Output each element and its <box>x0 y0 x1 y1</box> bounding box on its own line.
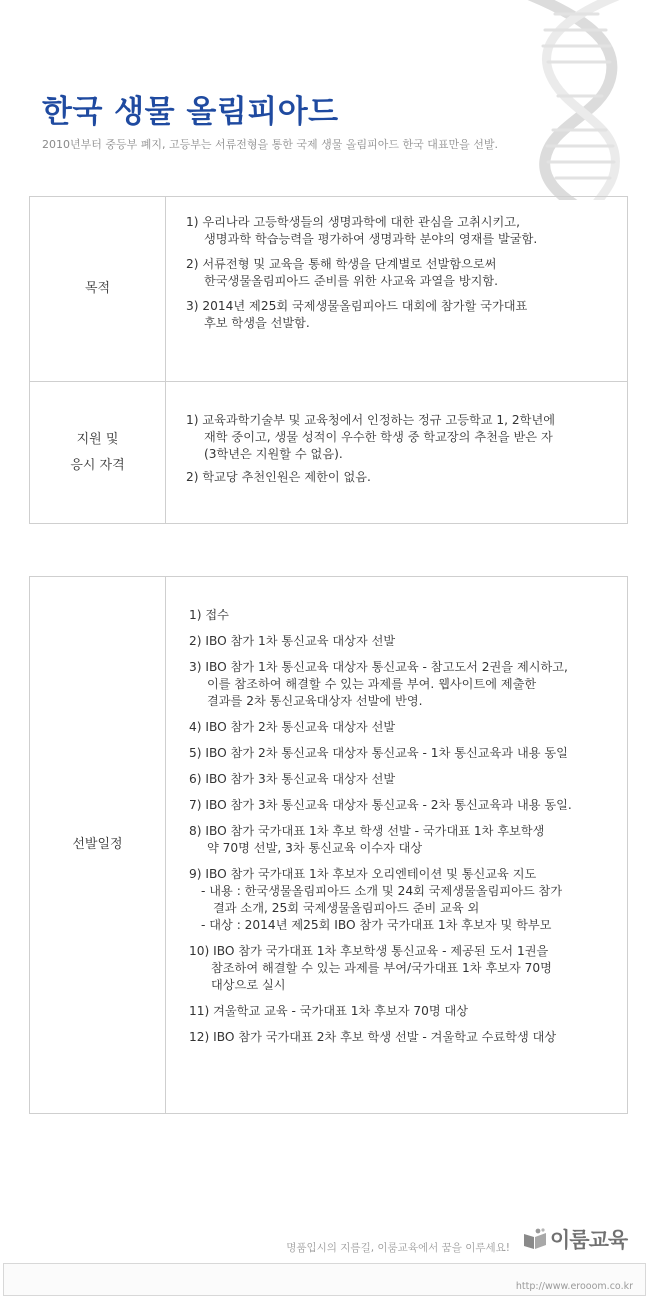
page-title: 한국 생물 올림피아드 <box>42 94 339 130</box>
qualification-label <box>30 382 166 523</box>
qualification-row <box>30 381 627 523</box>
purpose-content <box>166 197 627 381</box>
schedule-item-6: 6) IBO 참가 3차 통신교육 대상자 선발 <box>189 772 396 786</box>
purpose-label-text: 목적 <box>84 281 111 296</box>
schedule-item-12: 12) IBO 참가 국가대표 2차 후보 학생 선발 - 겨울학교 수료학생 대상 <box>189 1030 557 1044</box>
schedule-item-9-line-4: - 대상 : 2014년 제25회 IBO 참가 국가대표 1차 후보자 및 학부모 <box>201 918 552 932</box>
schedule-item <box>189 866 627 934</box>
qualification-item-1-line-2: 재학 중이고, 생물 성적이 우수한 학생 중 학교장의 추천을 받은 자 <box>204 430 553 444</box>
schedule-table <box>29 576 628 1114</box>
schedule-item <box>189 823 627 857</box>
schedule-label <box>30 577 166 1113</box>
qualification-item-1-line-3: (3학년은 지원할 수 없음). <box>204 447 343 461</box>
purpose-item-1-line-2: 생명과학 학습능력을 평가하여 생명과학 분야의 영재를 발굴함. <box>204 232 538 246</box>
purpose-label <box>30 197 166 381</box>
qualification-item <box>186 412 627 463</box>
schedule-item <box>189 771 627 788</box>
schedule-item <box>189 719 627 736</box>
schedule-content <box>166 577 627 1113</box>
schedule-item <box>189 943 627 994</box>
schedule-item <box>189 659 627 710</box>
schedule-item-8-line-1: 8) IBO 참가 국가대표 1차 후보 학생 선발 - 국가대표 1차 후보학생 <box>189 824 545 838</box>
schedule-item-5: 5) IBO 참가 2차 통신교육 대상자 통신교육 - 1차 통신교육과 내용 동일 <box>189 746 568 760</box>
qualification-label-line-1: 지원 및 <box>76 431 119 447</box>
purpose-item-2-line-1: 2) 서류전형 및 교육을 통해 학생을 단계별로 선발함으로써 <box>186 257 497 271</box>
schedule-item-9-line-2: - 내용 : 한국생물올림피아드 소개 및 24회 국제생물올림피아드 참가 <box>201 884 563 898</box>
page-subtitle: 2010년부터 중등부 폐지, 고등부는 서류전형을 통한 국제 생물 올림피아드 한국 대표만을 선발. <box>42 138 498 151</box>
schedule-item-11: 11) 겨울학교 교육 - 국가대표 1차 후보자 70명 대상 <box>189 1004 469 1018</box>
schedule-item-3-line-3: 결과를 2차 통신교육대상자 선발에 반영. <box>207 694 423 708</box>
qualification-label-line-2: 응시 자격 <box>70 457 125 473</box>
purpose-item <box>186 256 627 290</box>
footer-bar <box>3 1263 646 1296</box>
schedule-item-1: 1) 접수 <box>189 608 229 622</box>
qualification-content <box>166 382 627 523</box>
schedule-item <box>189 1029 627 1046</box>
schedule-item-10-line-3: 대상으로 실시 <box>211 978 286 992</box>
book-logo-icon <box>522 1228 548 1250</box>
purpose-item-3-line-1: 3) 2014년 제25회 국제생물올림피아드 대회에 참가할 국가대표 <box>186 299 528 313</box>
schedule-item <box>189 1003 627 1020</box>
purpose-item-2-line-2: 한국생물올림피아드 준비를 위한 사교육 과열을 방지함. <box>204 274 499 288</box>
schedule-item-8-line-2: 약 70명 선발, 3차 통신교육 이수자 대상 <box>207 841 423 855</box>
dna-helix-decoration <box>360 0 650 200</box>
schedule-item <box>189 607 627 624</box>
schedule-item <box>189 797 627 814</box>
qualification-item <box>186 469 627 486</box>
schedule-item-4: 4) IBO 참가 2차 통신교육 대상자 선발 <box>189 720 396 734</box>
footer-url[interactable]: http://www.erooom.co.kr <box>515 1281 633 1292</box>
purpose-item <box>186 214 627 248</box>
qualification-item-1-line-1: 1) 교육과학기술부 및 교육청에서 인정하는 정규 고등학교 1, 2학년에 <box>186 413 555 427</box>
brand-logo[interactable] <box>522 1224 627 1254</box>
schedule-item-9-line-1: 9) IBO 참가 국가대표 1차 후보자 오리엔테이션 및 통신교육 지도 <box>189 867 537 881</box>
purpose-row <box>30 197 627 381</box>
schedule-item-2: 2) IBO 참가 1차 통신교육 대상자 선발 <box>189 634 396 648</box>
info-table <box>29 196 628 524</box>
schedule-item-3-line-2: 이를 참조하여 해결할 수 있는 과제를 부여. 웹사이트에 제출한 <box>207 677 537 691</box>
brand-logo-text: 이룸교육 <box>550 1228 628 1252</box>
footer-slogan: 명품입시의 지름길, 이룸교육에서 꿈을 이루세요! <box>286 1242 510 1254</box>
schedule-item-3-line-1: 3) IBO 참가 1차 통신교육 대상자 통신교육 - 참고도서 2권을 제시하고, <box>189 660 568 674</box>
schedule-item-10-line-1: 10) IBO 참가 국가대표 1차 후보학생 통신교육 - 제공된 도서 1권을 <box>189 944 549 958</box>
purpose-item <box>186 298 627 332</box>
qualification-item-2-line-1: 2) 학교당 추천인원은 제한이 없음. <box>186 470 371 484</box>
schedule-item <box>189 745 627 762</box>
schedule-item-7: 7) IBO 참가 3차 통신교육 대상자 통신교육 - 2차 통신교육과 내용 동일. <box>189 798 572 812</box>
purpose-item-1-line-1: 1) 우리나라 고등학생들의 생명과학에 대한 관심을 고취시키고, <box>186 215 520 229</box>
purpose-item-3-line-2: 후보 학생을 선발함. <box>204 316 310 330</box>
schedule-row <box>30 577 627 1113</box>
schedule-item-10-line-2: 참조하여 해결할 수 있는 과제를 부여/국가대표 1차 후보자 70명 <box>211 961 552 975</box>
schedule-label-text: 선발일정 <box>72 837 123 852</box>
schedule-item-9-line-3: 결과 소개, 25회 국제생물올림피아드 준비 교육 외 <box>213 901 480 915</box>
schedule-item <box>189 633 627 650</box>
